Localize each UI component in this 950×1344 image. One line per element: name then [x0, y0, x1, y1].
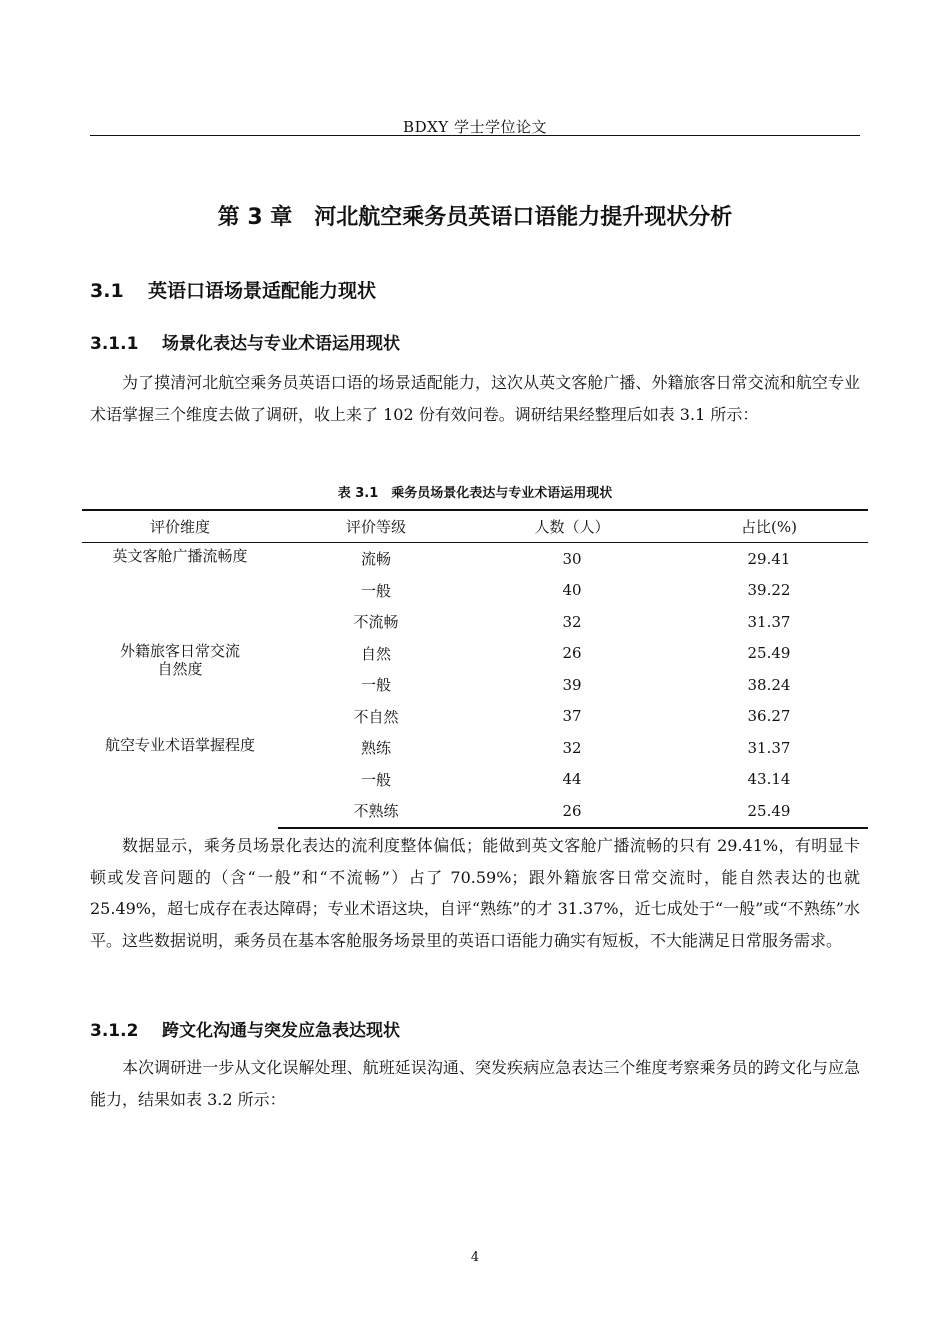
percent-cell: 36.27: [747, 707, 791, 726]
chapter-title: 第 3 章 河北航空乘务员英语口语能力提升现状分析: [217, 205, 733, 230]
page-number: 4: [470, 1250, 480, 1265]
section-number: 3.1.1: [90, 334, 139, 354]
count-cell: 32: [562, 612, 582, 631]
section-title: 跨文化沟通与突发应急表达现状: [162, 1021, 400, 1041]
percent-cell: 25.49: [747, 644, 791, 663]
percent-cell: 25.49: [670, 795, 868, 828]
column-header: 评价等级: [278, 510, 474, 543]
percent-cell: 31.37: [747, 612, 791, 631]
section-number: 3.1: [90, 280, 124, 302]
level-cell: 不流畅: [353, 613, 399, 632]
table-row: [82, 732, 868, 764]
dimension-cell: 外籍旅客日常交流自然度: [119, 641, 240, 678]
column-header: 占比(%): [670, 510, 868, 543]
level-cell: 自然: [360, 644, 391, 663]
count-cell: 32: [562, 738, 582, 757]
count-cell: 37: [562, 707, 582, 726]
closing-paragraph: 本次调研进一步从文化误解处理、航班延误沟通、突发疾病应急表达三个维度考察乘务员的跨文化与应急能力，结果如表 3.2 所示：: [90, 1058, 860, 1109]
percent-cell: 38.24: [747, 675, 791, 694]
percent-cell: 29.41: [747, 549, 791, 568]
dimension-cell: 航空专业术语掌握程度: [104, 736, 255, 754]
section-title: 场景化表达与专业术语运用现状: [162, 334, 400, 354]
level-cell: 一般: [360, 770, 391, 789]
percent-cell: 43.14: [747, 770, 791, 789]
table-row: [82, 543, 868, 575]
table-caption: 表 3.1 乘务员场景化表达与专业术语运用现状: [337, 486, 613, 501]
table-row: [82, 638, 868, 670]
count-cell: 30: [562, 549, 582, 568]
level-cell: 不熟练: [278, 795, 474, 828]
level-cell: 一般: [360, 676, 391, 695]
percent-cell: 39.22: [747, 581, 791, 600]
count-cell: 44: [562, 770, 582, 789]
column-header: 人数（人）: [474, 510, 670, 543]
header-rule: [90, 135, 860, 136]
section-heading-3-1-2: [90, 1016, 400, 1041]
level-cell: 一般: [360, 581, 391, 600]
count-cell: 40: [562, 581, 582, 600]
percent-cell: 31.37: [747, 738, 791, 757]
analysis-paragraph: 数据显示，乘务员场景化表达的流利度整体偏低；能做到英文客舱广播流畅的只有 29.41%，有明显卡顿或发音问题的（含“一般”和“不流畅”）占了 70.59%；跟外籍旅客日常交流时，能自然表达的也就 25.49%，超七成存在表达障碍；专业术语这块，自评“熟练”的才 31.37%，近七成处于“一般”或“不熟练”水平。这些数据说明，乘务员在基本客舱服务场景里的英语口语能力确实有短板，不大能满足日常服务需求。: [90, 836, 860, 950]
dimension-cell: 英文客舱广播流畅度: [112, 547, 248, 565]
level-cell: 流畅: [360, 550, 391, 569]
section-heading-3-1-1: [90, 329, 400, 354]
count-cell: 26: [474, 795, 670, 828]
section-title: 英语口语场景适配能力现状: [148, 280, 377, 302]
survey-table: [82, 509, 868, 829]
level-cell: 熟练: [360, 739, 391, 758]
page-header: BDXY 学士学位论文: [403, 118, 547, 136]
level-cell: 不自然: [353, 707, 399, 726]
section-number: 3.1.2: [90, 1021, 139, 1041]
column-header: 评价维度: [82, 510, 278, 543]
table-header-row: [82, 510, 868, 543]
count-cell: 26: [562, 644, 582, 663]
intro-paragraph: 为了摸清河北航空乘务员英语口语的场景适配能力，这次从英文客舱广播、外籍旅客日常交流和航空专业术语掌握三个维度去做了调研，收上来了 102 份有效问卷。调研结果经整理后如表 3.1 所示：: [90, 373, 860, 424]
section-heading-3-1: [90, 276, 376, 303]
count-cell: 39: [562, 675, 582, 694]
